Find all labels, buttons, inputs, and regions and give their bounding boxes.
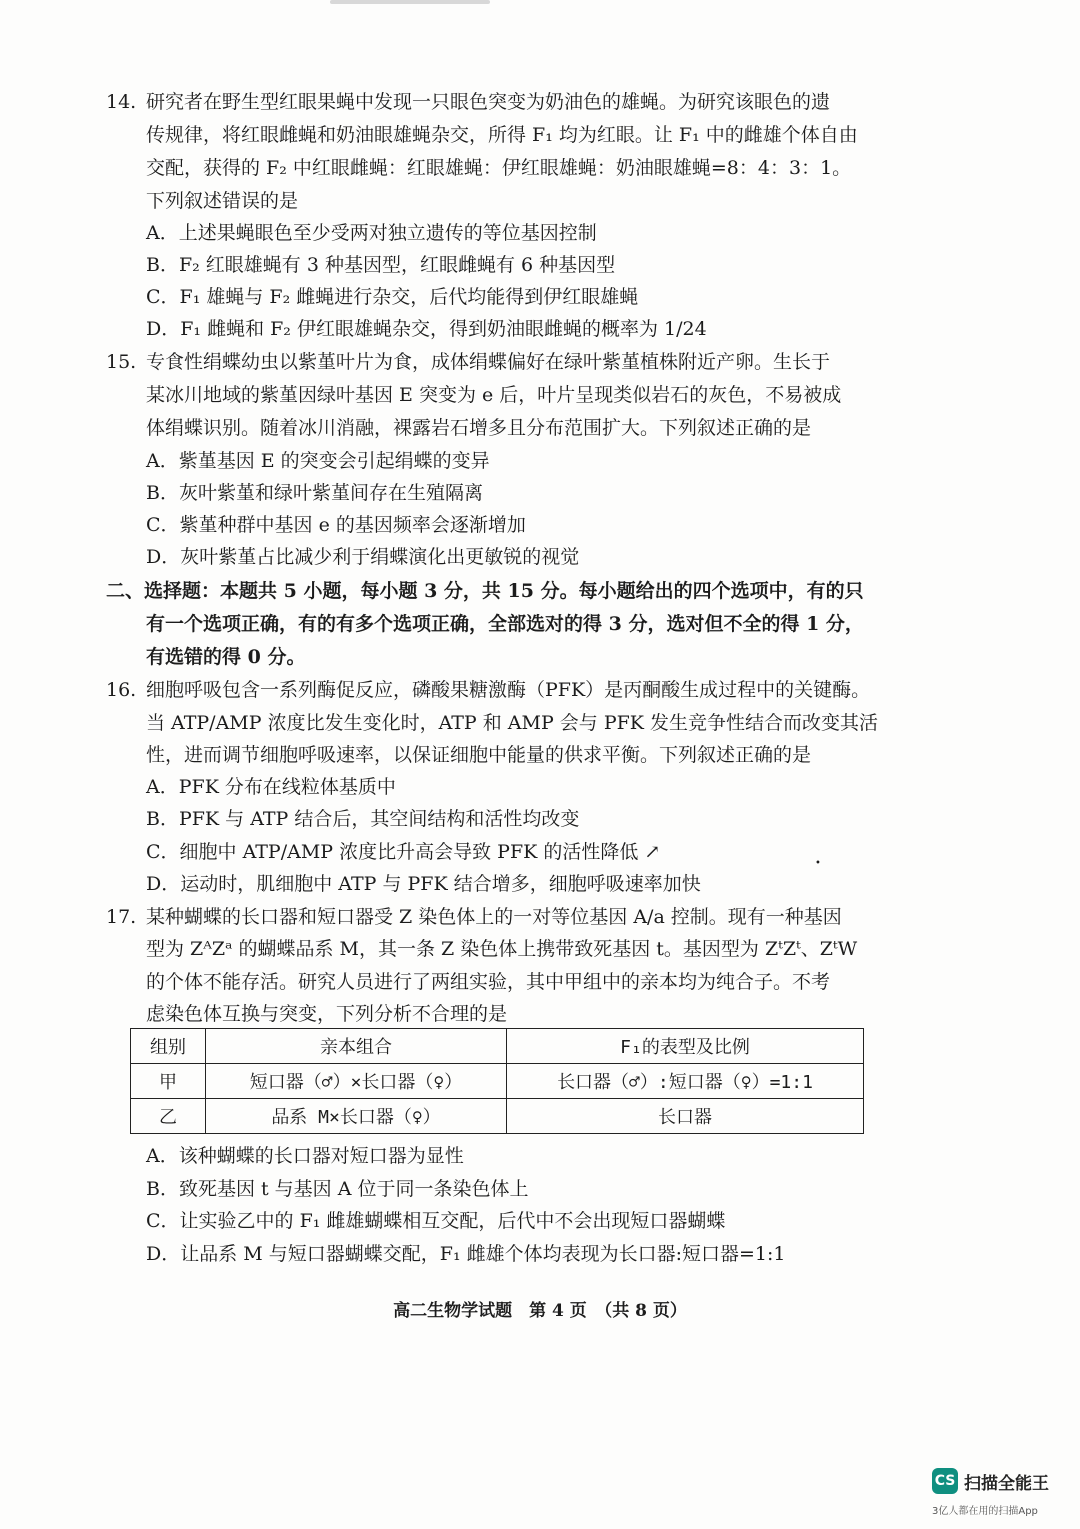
option-a: A．上述果蝇眼色至少受两对独立遗传的等位基因控制 — [146, 222, 597, 244]
section-text-line: 有一个选项正确，有的有多个选项正确，全部选对的得 3 分，选对但不全的得 1 分， — [146, 613, 864, 635]
option-c: C．紫堇种群中基因 e 的基因频率会逐渐增加 — [146, 514, 526, 536]
question-text-line: 体绢蝶识别。随着冰川消融，裸露岩石增多且分布范围扩大。下列叙述正确的是 — [146, 417, 812, 439]
table-cell: 乙 — [131, 1099, 206, 1134]
question-text-line: 研究者在野生型红眼果蝇中发现一只眼色突变为奶油色的雄蝇。为研究该眼色的遗 — [146, 91, 831, 113]
table-cell: 长口器（♂）:短口器（♀）=1:1 — [507, 1064, 864, 1099]
scan-edge-mark — [330, 0, 490, 4]
question-text-line: 某冰川地域的紫堇因绿叶基因 E 突变为 e 后，叶片呈现类似岩石的灰色，不易被成 — [146, 384, 842, 406]
question-text-line: 专食性绢蝶幼虫以紫堇叶片为食，成体绢蝶偏好在绿叶紫堇植株附近产卵。生长于 — [146, 351, 831, 373]
watermark-tagline: 3亿人都在用的扫描App — [932, 1506, 1038, 1517]
table-cell: 短口器（♂）×长口器（♀） — [206, 1064, 507, 1099]
option-d: D．F₁ 雌蝇和 F₂ 伊红眼雄蝇杂交，得到奶油眼雌蝇的概率为 1/24 — [146, 318, 707, 340]
table-cell: 长口器 — [507, 1099, 864, 1134]
question-number: 17. — [106, 906, 137, 928]
option-c: C．F₁ 雄蝇与 F₂ 雌蝇进行杂交，后代均能得到伊红眼雄蝇 — [146, 286, 639, 308]
question-number: 15. — [106, 351, 137, 373]
question-text-line: 传规律，将红眼雌蝇和奶油眼雄蝇杂交，所得 F₁ 均为红眼。让 F₁ 中的雌雄个体自由 — [146, 124, 858, 146]
question-text-line: 某种蝴蝶的长口器和短口器受 Z 染色体上的一对等位基因 A/a 控制。现有一种基因 — [146, 906, 842, 928]
option-b: B．灰叶紫堇和绿叶紫堇间存在生殖隔离 — [146, 482, 483, 504]
option-b: B．PFK 与 ATP 结合后，其空间结构和活性均改变 — [146, 808, 580, 830]
camscanner-logo-icon: CS — [932, 1468, 958, 1494]
option-c: C．让实验乙中的 F₁ 雌雄蝴蝶相互交配，后代中不会出现短口器蝴蝶 — [146, 1210, 726, 1232]
option-a: A．该种蝴蝶的长口器对短口器为显性 — [146, 1145, 464, 1167]
experiment-table — [130, 1028, 864, 1134]
option-a: A．PFK 分布在线粒体基质中 — [146, 776, 396, 798]
table-cell: 品系 M×长口器（♀） — [206, 1099, 507, 1134]
option-a: A．紫堇基因 E 的突变会引起绢蝶的变异 — [146, 450, 490, 472]
section-text-line: 二、选择题：本题共 5 小题，每小题 3 分，共 15 分。每小题给出的四个选项中，有的只 — [106, 580, 864, 602]
scanner-watermark — [932, 1468, 1072, 1518]
table-header-cell: 亲本组合 — [206, 1029, 507, 1064]
option-b: B．致死基因 t 与基因 A 位于同一条染色体上 — [146, 1178, 529, 1200]
watermark-app-name: 扫描全能王 — [964, 1474, 1049, 1494]
page-footer: 高二生物学试题 第 4 页 （共 8 页） — [393, 1301, 687, 1321]
question-text-line: 虑染色体互换与突变，下列分析不合理的是 — [146, 1003, 508, 1025]
option-c: C．细胞中 ATP/AMP 浓度比升高会导致 PFK 的活性降低 ↗ — [146, 841, 661, 863]
question-number: 14. — [106, 91, 137, 113]
question-text-line: 下列叙述错误的是 — [146, 190, 299, 212]
question-text-line: 交配，获得的 F₂ 中红眼雌蝇：红眼雄蝇：伊红眼雄蝇：奶油眼雄蝇=8：4：3：1。 — [146, 157, 852, 179]
option-d: D．灰叶紫堇占比减少利于绢蝶演化出更敏锐的视觉 — [146, 546, 580, 568]
ink-speck: • — [815, 858, 821, 869]
question-number: 16. — [106, 679, 137, 701]
question-text-line: 型为 ZᴬZᵃ 的蝴蝶品系 M，其一条 Z 染色体上携带致死基因 t。基因型为 ZᵗZᵗ、ZᵗW — [146, 938, 858, 960]
option-d: D．运动时，肌细胞中 ATP 与 PFK 结合增多，细胞呼吸速率加快 — [146, 873, 701, 895]
section-text-line: 有选错的得 0 分。 — [146, 646, 306, 668]
table-row — [131, 1099, 864, 1134]
question-text-line: 的个体不能存活。研究人员进行了两组实验，其中甲组中的亲本均为纯合子。不考 — [146, 971, 831, 993]
table-cell: 甲 — [131, 1064, 206, 1099]
table-row — [131, 1064, 864, 1099]
question-text-line: 性，进而调节细胞呼吸速率，以保证细胞中能量的供求平衡。下列叙述正确的是 — [146, 744, 812, 766]
table-header-row — [131, 1029, 864, 1064]
option-d: D．让品系 M 与短口器蝴蝶交配，F₁ 雌雄个体均表现为长口器:短口器=1:1 — [146, 1243, 786, 1265]
table-header-cell: F₁的表型及比例 — [507, 1029, 864, 1064]
table-header-cell: 组别 — [131, 1029, 206, 1064]
question-text-line: 细胞呼吸包含一系列酶促反应，磷酸果糖激酶（PFK）是丙酮酸生成过程中的关键酶。 — [146, 679, 871, 701]
option-b: B．F₂ 红眼雄蝇有 3 种基因型，红眼雌蝇有 6 种基因型 — [146, 254, 616, 276]
question-text-line: 当 ATP/AMP 浓度比发生变化时，ATP 和 AMP 会与 PFK 发生竞争性结合而改变其活 — [146, 712, 879, 734]
